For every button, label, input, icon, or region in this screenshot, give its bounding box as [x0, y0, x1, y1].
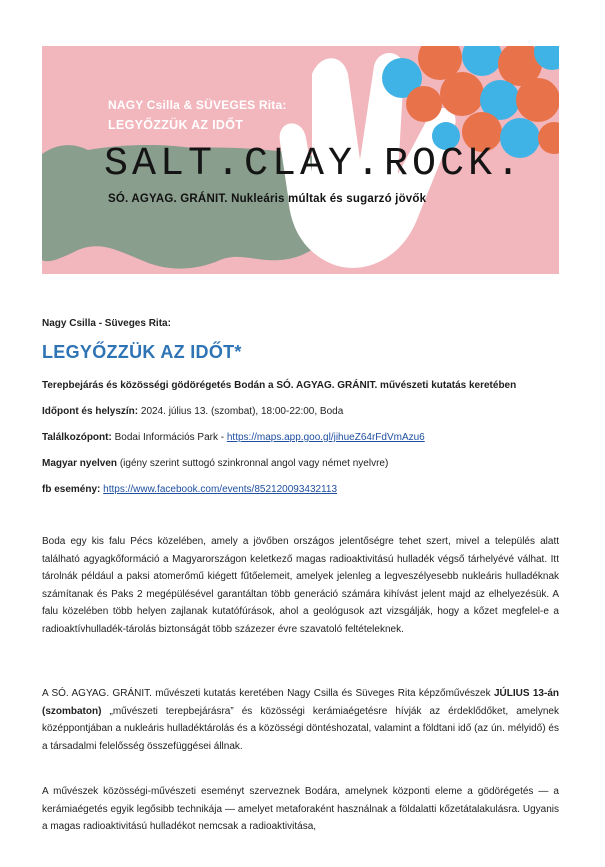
fb-event-label: fb esemény: — [42, 484, 101, 495]
event-date-bold: JÚLIUS 13-án (szombaton) — [42, 688, 559, 717]
language-line — [42, 458, 559, 469]
maps-link[interactable]: https://maps.app.goo.gl/jihueZ64rFdVmAzu6 — [226, 432, 425, 443]
meeting-point-line — [42, 432, 559, 443]
paragraph-research-end: „művészeti terepbejárásra” és közösségi kerámiaégetésre hívják az érdeklődőket, amelynek középpontjában a nukleáris hulladéktárolás és a közösségi döntéshozatal, valamint a földtani idő (az ún. mélyidő) és a társadalmi felelősség összefüggései állnak. — [42, 705, 559, 752]
meeting-point-label: Találkozópont: — [42, 432, 112, 443]
paragraph-event: A művészek közösségi-művészeti eseményt szerveznek Bodára, amelynek központi eleme a gödörégetés — a kerámiaégetés egyik legősibb technikája — amelyet metaforaként használnak a földalatti kőzetátalakulásra. Ugyanis a magas radioaktivitású hulladékot nemcsak a radioaktivitása, — [42, 786, 559, 832]
language-value: (igény szerint suttogó szinkronnal angol vagy német nyelvre) — [117, 458, 389, 469]
time-place-line — [42, 406, 559, 417]
meeting-point-value: Bodai Információs Park - — [111, 432, 227, 443]
fb-event-link[interactable]: https://www.facebook.com/events/852120093432113 — [103, 484, 338, 495]
banner-logo: SALT.CLAY.ROCK. — [104, 142, 525, 187]
banner-title: LEGYŐZZÜK AZ IDŐT — [108, 118, 244, 132]
paragraph-research — [42, 685, 559, 755]
time-place-label: Időpont és helyszín: — [42, 406, 139, 417]
event-banner — [42, 46, 559, 274]
paragraph-boda: Boda egy kis falu Pécs közelében, amely a jövőben országos jelentőségre tehet szert, mivel a település alatt található agyagkőformáció a Magyarországon keletkező magas radioaktivitású hulladék végső tárhelyévé válhat. Itt tárolnák például a paksi atomerőmű kiégett fűtőelemeit, amelyek jelenleg a legveszélyesebb nukleáris hulladéknak számítanak és Paks 2 megépülésével garantáltan több generáció számára kihívást jelent majd az elhelyezésük. A falu közelében több helyen zajlanak kutatófúrások, ahol a geológusok azt vizsgálják, hogy a kőzet megfelel-e a radioaktívhulladék-tárolás biztonságát több százezer évre szavatoló feltételeknek. — [42, 536, 559, 635]
authors: Nagy Csilla - Süveges Rita: — [42, 318, 171, 329]
language-label: Magyar nyelven — [42, 458, 118, 469]
fb-event-line — [42, 484, 559, 495]
intro-line: Terepbejárás és közösségi gödörégetés Bodán a SÓ. AGYAG. GRÁNIT. művészeti kutatás keretében — [42, 380, 517, 391]
page-title: LEGYŐZZÜK AZ IDŐT* — [42, 342, 242, 362]
paragraph-research-start: A SÓ. AGYAG. GRÁNIT. művészeti kutatás keretében Nagy Csilla és Süveges Rita képzőművészek — [42, 688, 494, 699]
banner-author: NAGY Csilla & SÜVEGES Rita: — [108, 98, 287, 112]
time-place-value: 2024. július 13. (szombat), 18:00-22:00, Boda — [138, 406, 344, 417]
banner-subtitle: SÓ. AGYAG. GRÁNIT. Nukleáris múltak és sugarzó jövők — [108, 193, 427, 205]
